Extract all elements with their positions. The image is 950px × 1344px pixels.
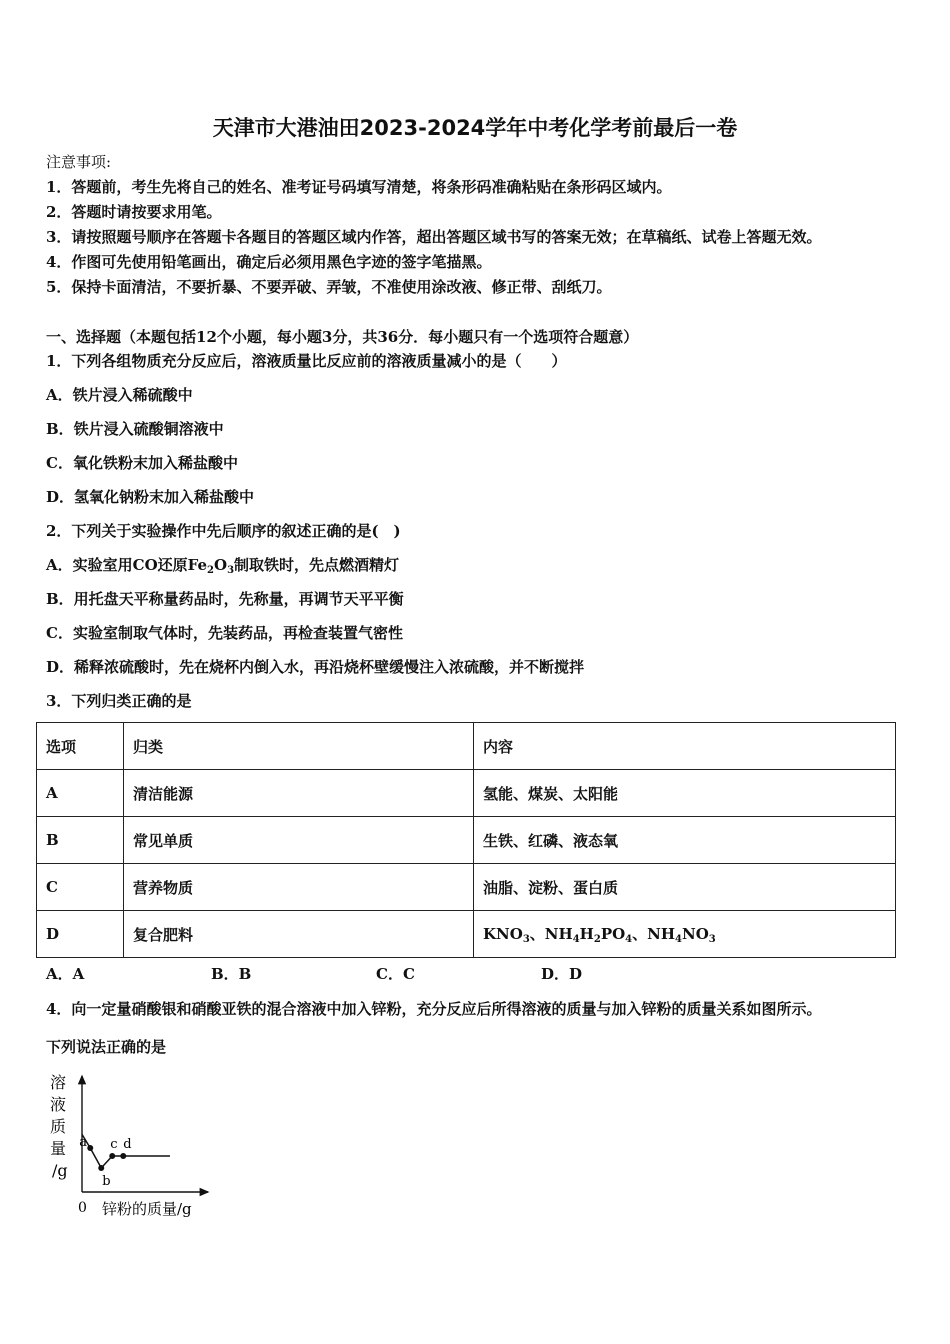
table-cell: C <box>37 864 124 911</box>
notice-item: 4．作图可先使用铅笔画出，确定后必须用黑色字迹的签字笔描黑。 <box>46 253 492 271</box>
point-label-d: d <box>123 1137 132 1152</box>
y-axis-label-char: 质 <box>50 1117 67 1136</box>
page-title: 天津市大港油田2023-2024学年中考化学考前最后一卷 <box>212 116 738 140</box>
q3-answer-b: B．B <box>211 965 252 983</box>
data-point-c <box>109 1153 115 1159</box>
table-cell: 常见单质 <box>124 817 474 864</box>
table-cell: 复合肥料 <box>124 911 474 958</box>
question-2-stem: 2．下列关于实验操作中先后顺序的叙述正确的是( ) <box>46 522 401 540</box>
table-cell: B <box>37 817 124 864</box>
notice-item: 2．答题时请按要求用笔。 <box>46 203 222 221</box>
q2-option-c: C．实验室制取气体时，先装药品，再检查装置气密性 <box>46 624 403 642</box>
y-axis-label-char: 液 <box>50 1095 67 1114</box>
notice-item: 3．请按照题号顺序在答题卡各题目的答题区域内作答，超出答题区域书写的答案无效；在草稿纸、试卷上答题无效。 <box>46 228 822 246</box>
data-point-b <box>98 1165 104 1171</box>
question-4-stem: 4．向一定量硝酸银和硝酸亚铁的混合溶液中加入锌粉，充分反应后所得溶液的质量与加入锌粉的质量关系如图所示。 <box>46 1000 822 1018</box>
table-row <box>37 770 896 817</box>
section-heading: 一、选择题（本题包括12个小题，每小题3分，共36分．每小题只有一个选项符合题意） <box>46 328 639 346</box>
q2-option-a: A．实验室用CO还原$Fe_2O_3$制取铁时，先点燃酒精灯 <box>46 556 400 576</box>
table-cell-formula: $KNO_3$、$NH_4H_2PO_4$、$NH_4NO_3$ <box>474 911 896 958</box>
q2-option-b: B．用托盘天平称量药品时，先称量，再调节天平平衡 <box>46 590 404 608</box>
data-point-a <box>87 1145 93 1151</box>
q3-answer-options <box>46 964 706 984</box>
q1-option-b: B．铁片浸入硫酸铜溶液中 <box>46 420 224 438</box>
q3-answer-a: A．A <box>46 965 85 983</box>
classification-table <box>36 722 896 958</box>
notice-item: 5．保持卡面清洁，不要折暴、不要弄破、弄皱，不准使用涂改液、修正带、刮纸刀。 <box>46 278 612 296</box>
mass-chart <box>40 1064 220 1224</box>
table-cell: 生铁、红磷、液态氧 <box>474 817 896 864</box>
y-axis-label-char: /g <box>52 1161 68 1180</box>
table-header-cell: 内容 <box>474 723 896 770</box>
q3-answer-c: C．C <box>376 965 415 983</box>
table-row <box>37 864 896 911</box>
table-header-cell: 选项 <box>37 723 124 770</box>
table-row <box>37 911 896 958</box>
point-label-c: c <box>110 1137 118 1152</box>
x-axis-label: 锌粉的质量/g <box>102 1200 192 1218</box>
q3-answer-d: D．D <box>541 965 583 983</box>
notice-item: 1．答题前，考生先将自己的姓名、准考证号码填写清楚，将条形码准确粘贴在条形码区域内。 <box>46 178 672 196</box>
question-1-stem: 1．下列各组物质充分反应后，溶液质量比反应前的溶液质量减小的是（ ） <box>46 352 567 370</box>
q1-option-a: A．铁片浸入稀硫酸中 <box>46 386 193 404</box>
table-cell: 氢能、煤炭、太阳能 <box>474 770 896 817</box>
y-axis-label-char: 溶 <box>50 1073 67 1092</box>
q2-option-d: D．稀释浓硫酸时，先在烧杯内倒入水，再沿烧杯壁缓慢注入浓硫酸，并不断搅拌 <box>46 658 585 676</box>
table-cell: 营养物质 <box>124 864 474 911</box>
point-label-a: a <box>79 1135 88 1150</box>
table-cell: 清洁能源 <box>124 770 474 817</box>
q1-option-d: D．氢氧化钠粉末加入稀盐酸中 <box>46 488 255 506</box>
table-header-cell: 归类 <box>124 723 474 770</box>
question-4-stem-2: 下列说法正确的是 <box>46 1038 167 1056</box>
chart-svg <box>40 1064 220 1224</box>
q1-option-c: C．氧化铁粉末加入稀盐酸中 <box>46 454 238 472</box>
y-axis-label-char: 量 <box>50 1139 67 1158</box>
table-cell: D <box>37 911 124 958</box>
point-label-b: b <box>102 1174 111 1189</box>
table-row <box>37 817 896 864</box>
table-cell: A <box>37 770 124 817</box>
origin-label: 0 <box>78 1200 87 1216</box>
question-3-stem: 3．下列归类正确的是 <box>46 692 192 710</box>
notice-heading: 注意事项: <box>46 153 112 171</box>
table-cell: 油脂、淀粉、蛋白质 <box>474 864 896 911</box>
table-header-row <box>37 723 896 770</box>
data-point-d <box>120 1153 126 1159</box>
